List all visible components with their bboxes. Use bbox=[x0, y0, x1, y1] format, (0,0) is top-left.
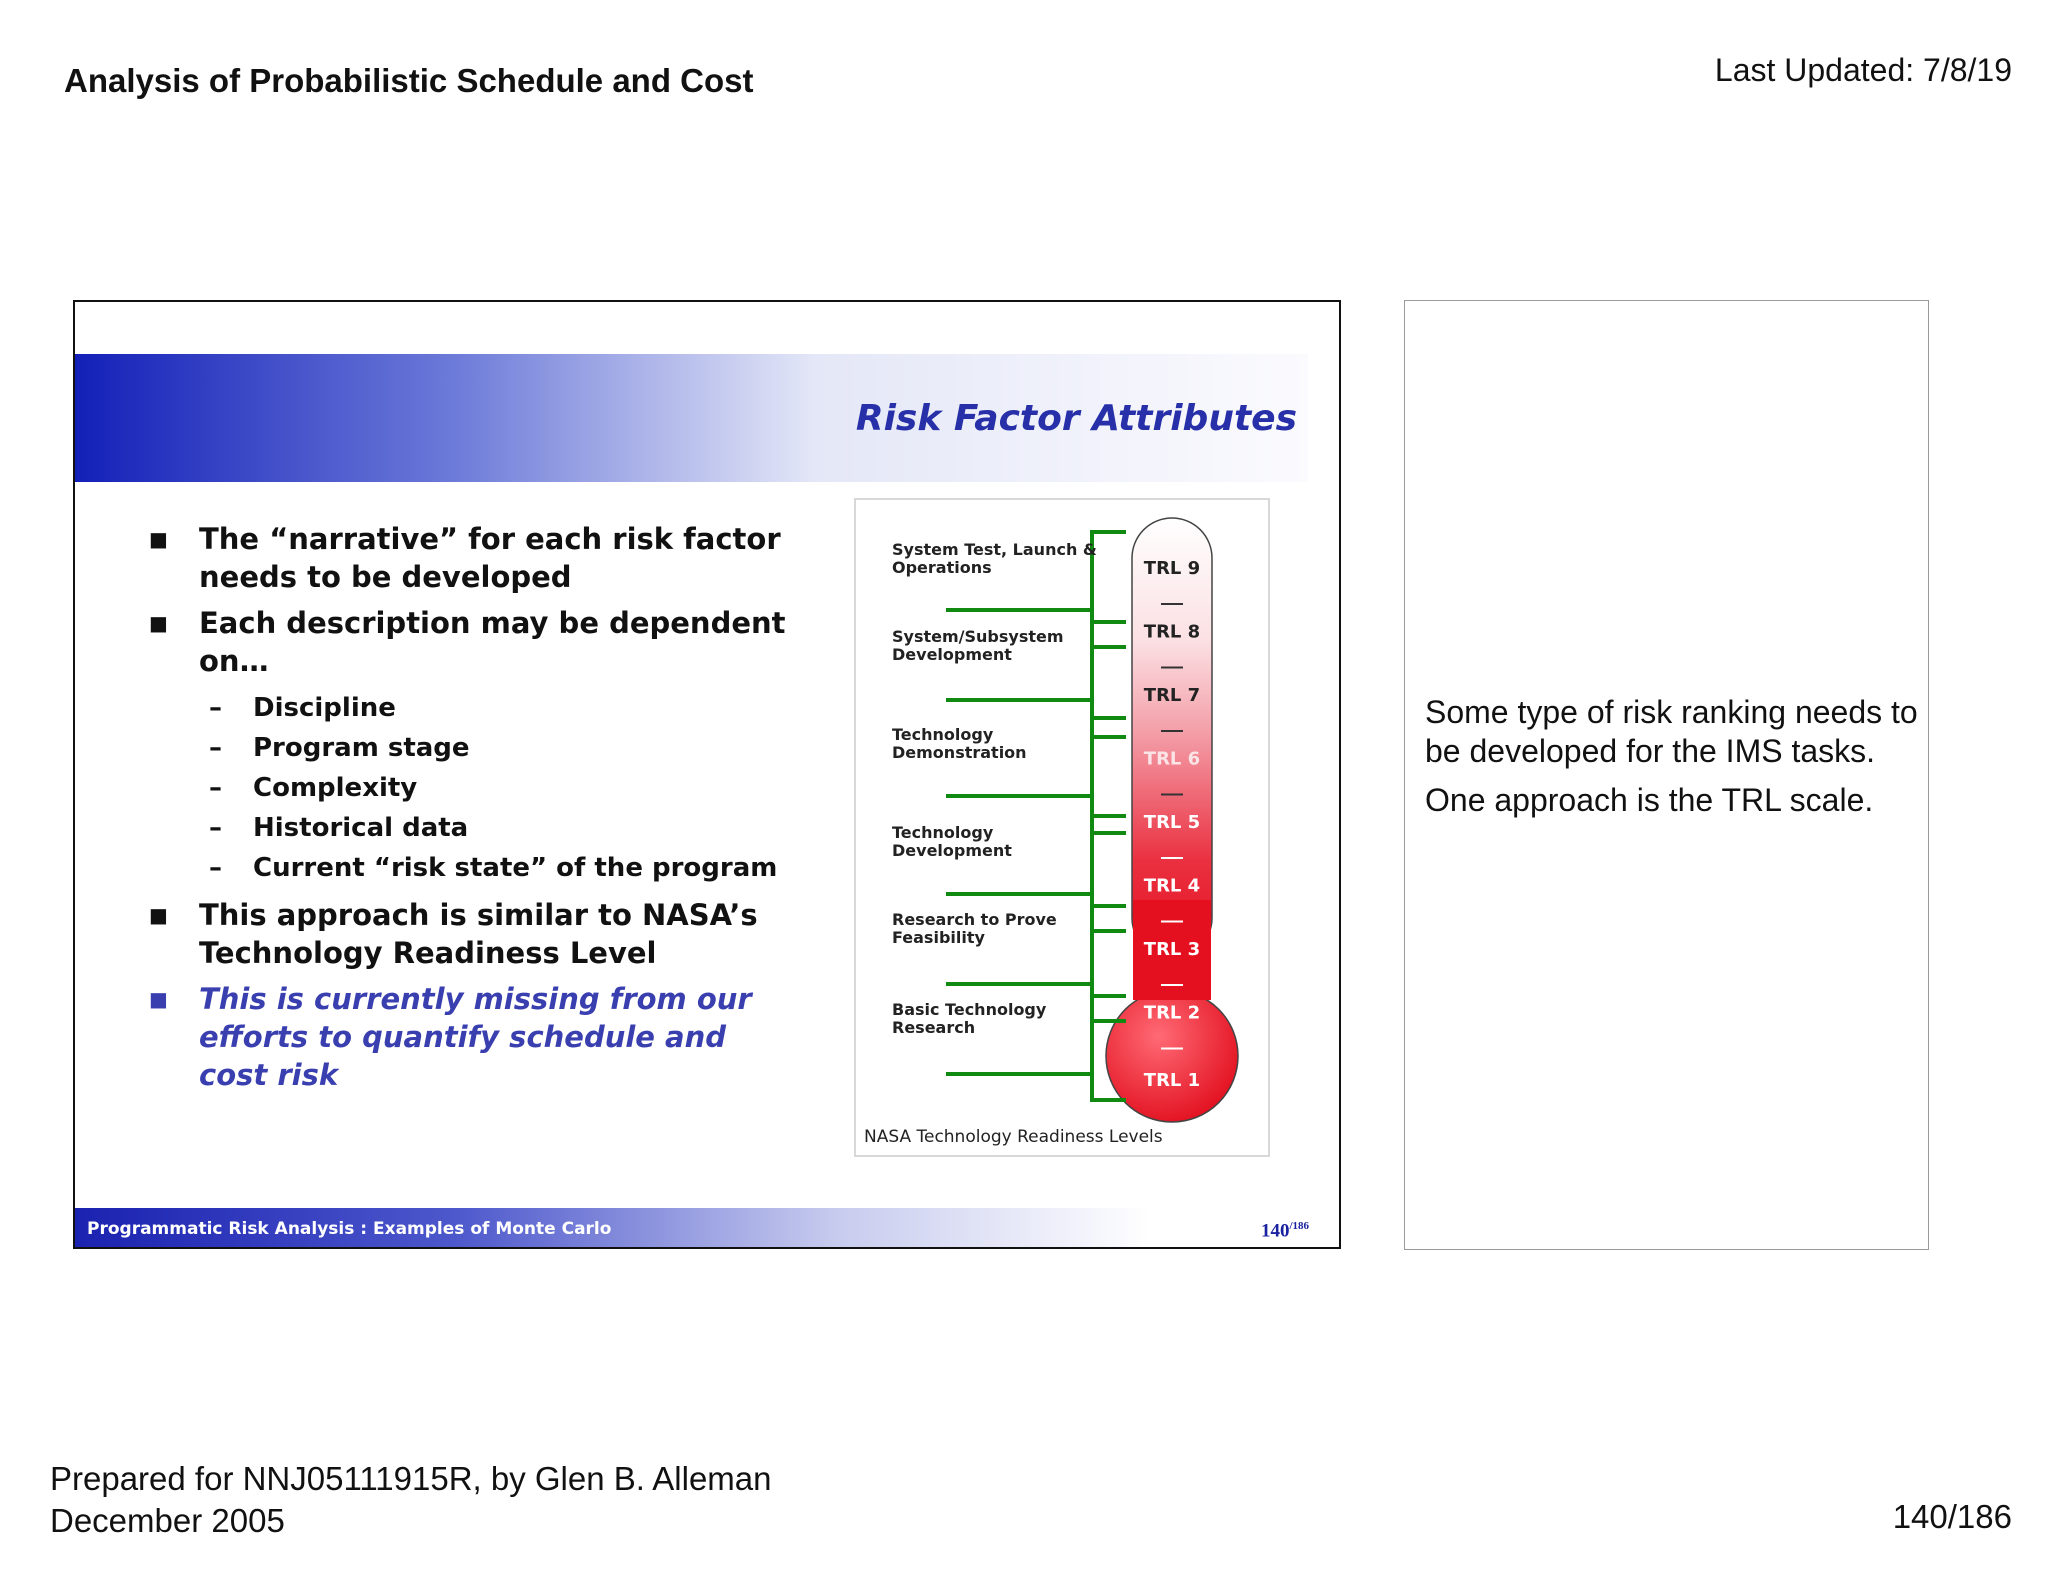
bullet-text: The “narrative” for each risk factor needs to be developed bbox=[199, 522, 781, 594]
slide-page-current: 140 bbox=[1260, 1220, 1290, 1242]
footer-prepared-by bbox=[50, 1458, 772, 1542]
footer-page-number: 140/186 bbox=[1892, 1498, 2012, 1535]
square-bullet-icon: ■ bbox=[149, 903, 168, 927]
bullet-item-highlight bbox=[149, 980, 789, 1094]
sub-bullet-text: Program stage bbox=[253, 733, 470, 763]
trl-level-label: TRL 6 bbox=[1143, 748, 1201, 770]
document-title: Analysis of Probabilistic Schedule and Cost bbox=[64, 62, 754, 99]
trl-level-label: TRL 3 bbox=[1143, 939, 1201, 960]
slide-bullet-list bbox=[149, 520, 789, 1102]
trl-level-label: TRL 1 bbox=[1143, 1070, 1201, 1091]
trl-stage-label: Technology Development bbox=[892, 823, 1012, 860]
sub-bullet-item bbox=[149, 808, 789, 848]
sub-bullet-text: Historical data bbox=[253, 813, 469, 843]
sub-bullet-item bbox=[149, 768, 789, 808]
sub-bullet-item bbox=[149, 688, 789, 728]
slide-page-total: /186 bbox=[1289, 1220, 1309, 1232]
trl-level-label: TRL 5 bbox=[1143, 812, 1201, 833]
notes-panel bbox=[1404, 300, 1929, 1250]
bullet-item bbox=[149, 520, 789, 596]
slide-page-number bbox=[1261, 1220, 1309, 1242]
dash-bullet-icon: – bbox=[209, 733, 222, 763]
trl-stage-label: System/Subsystem Development bbox=[892, 627, 1064, 664]
dash-bullet-icon: – bbox=[209, 853, 222, 883]
trl-level-label: TRL 2 bbox=[1143, 1002, 1201, 1024]
sub-bullet-item bbox=[149, 848, 789, 888]
square-bullet-icon: ■ bbox=[149, 527, 168, 551]
sub-bullet-text: Complexity bbox=[253, 773, 418, 803]
square-bullet-icon: ■ bbox=[149, 987, 168, 1011]
notes-paragraph: One approach is the TRL scale. bbox=[1425, 782, 1874, 818]
trl-level-label: TRL 8 bbox=[1143, 621, 1201, 643]
dash-bullet-icon: – bbox=[209, 773, 222, 803]
trl-stage-label: Technology Demonstration bbox=[892, 725, 1027, 762]
sub-bullet-item bbox=[149, 728, 789, 768]
notes-text bbox=[1425, 693, 1920, 830]
sub-bullet-text: Current “risk state” of the program bbox=[253, 853, 778, 883]
trl-stage-label: Research to Prove Feasibility bbox=[892, 910, 1057, 947]
slide-footer-bar bbox=[75, 1208, 1341, 1249]
trl-level-label: TRL 4 bbox=[1143, 875, 1201, 897]
footer-date: December 2005 bbox=[50, 1502, 285, 1539]
bullet-text: This approach is similar to NASA’s Technology Readiness Level bbox=[199, 898, 758, 970]
dash-bullet-icon: – bbox=[209, 693, 222, 723]
sub-bullet-text: Discipline bbox=[253, 693, 396, 723]
notes-paragraph: Some type of risk ranking needs to be developed for the IMS tasks. bbox=[1425, 694, 1918, 769]
last-updated-date: Last Updated: 7/8/19 bbox=[1714, 52, 2012, 88]
bullet-text: This is currently missing from our efforts to quantify schedule and cost risk bbox=[199, 982, 752, 1092]
trl-stage-label: Basic Technology Research bbox=[892, 1000, 1047, 1037]
slide-footer-text: Programmatic Risk Analysis : Examples of Monte Carlo bbox=[87, 1219, 612, 1239]
bullet-item bbox=[149, 604, 789, 680]
trl-level-label: TRL 9 bbox=[1143, 558, 1201, 579]
trl-level-label: TRL 7 bbox=[1143, 685, 1201, 706]
trl-figure-caption: NASA Technology Readiness Levels bbox=[864, 1127, 1163, 1147]
trl-thermometer-graphic bbox=[856, 500, 1268, 1155]
dash-bullet-icon: – bbox=[209, 813, 222, 843]
square-bullet-icon: ■ bbox=[149, 611, 168, 635]
trl-thermometer-figure bbox=[854, 498, 1270, 1157]
slide-title: Risk Factor Attributes bbox=[855, 398, 1297, 439]
bullet-text: Each description may be dependent on… bbox=[199, 606, 786, 678]
slide-image bbox=[73, 300, 1341, 1249]
trl-stage-label: System Test, Launch & Operations bbox=[892, 540, 1097, 577]
footer-prepared-line: Prepared for NNJ05111915R, by Glen B. Alleman bbox=[50, 1460, 772, 1497]
bullet-item bbox=[149, 896, 789, 972]
